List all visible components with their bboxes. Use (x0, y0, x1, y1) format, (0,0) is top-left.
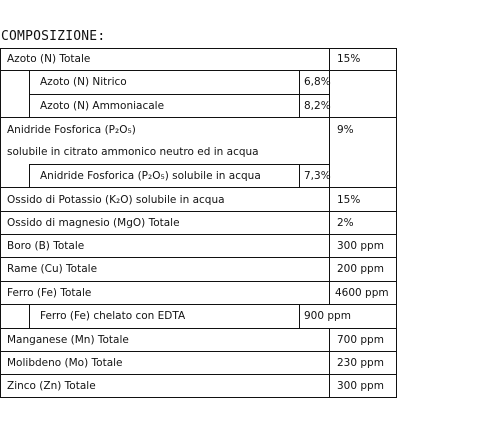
table-rule (0, 281, 397, 282)
table-rule (0, 257, 397, 258)
table-cell-value: 7,3% (304, 170, 331, 182)
table-cell-value: 8,2% (304, 100, 331, 112)
table-rule (0, 374, 397, 375)
table-cell-label: Azoto (N) Nitrico (40, 76, 127, 88)
table-cell-label: Azoto (N) Ammoniacale (40, 100, 165, 112)
table-cell-value: 15% (337, 53, 361, 65)
table-rule (29, 164, 330, 165)
table-cell-value: 2% (337, 217, 354, 229)
table-cell-label: Ossido di Potassio (K₂O) solubile in acqua (7, 194, 225, 206)
table-cell-label: Anidride Fosforica (P₂O₅) (7, 124, 136, 136)
table-cell-label: Boro (B) Totale (7, 240, 85, 252)
table-rule (0, 187, 397, 188)
table-cell-label: Azoto (N) Totale (7, 53, 91, 65)
table-rule (329, 117, 330, 305)
table-rule (396, 48, 397, 398)
table-rule (0, 234, 397, 235)
table-rule (29, 94, 330, 95)
table-rule (29, 164, 30, 188)
table-cell-label: solubile in citrato ammonico neutro ed in acqua (7, 146, 259, 158)
table-cell-value: 300 ppm (337, 380, 384, 392)
table-rule (0, 397, 397, 398)
table-rule (329, 48, 330, 71)
table-rule (0, 70, 397, 71)
table-cell-value: 900 ppm (304, 310, 351, 322)
table-cell-label: Molibdeno (Mo) Totale (7, 357, 123, 369)
table-cell-value: 230 ppm (337, 357, 384, 369)
table-cell-value: 700 ppm (337, 334, 384, 346)
table-rule (0, 328, 397, 329)
table-cell-label: Ossido di magnesio (MgO) Totale (7, 217, 180, 229)
composition-heading: COMPOSIZIONE: (1, 29, 106, 44)
table-cell-label: Anidride Fosforica (P₂O₅) solubile in acqua (40, 170, 261, 182)
composition-table (0, 48, 397, 398)
table-cell-value: 300 ppm (337, 240, 384, 252)
table-cell-label: Ferro (Fe) chelato con EDTA (40, 310, 186, 322)
table-rule (0, 304, 397, 305)
table-rule (299, 164, 300, 188)
table-cell-label: Manganese (Mn) Totale (7, 334, 129, 346)
table-rule (29, 70, 30, 118)
table-rule (299, 70, 300, 118)
table-cell-value: 9% (337, 124, 354, 136)
table-cell-value: 6,8% (304, 76, 331, 88)
table-rule (0, 48, 1, 398)
table-rule (29, 304, 30, 328)
table-cell-label: Zinco (Zn) Totale (7, 380, 96, 392)
table-cell-label: Ferro (Fe) Totale (7, 287, 92, 299)
table-cell-value: 4600 ppm (335, 287, 389, 299)
table-cell-label: Rame (Cu) Totale (7, 263, 98, 275)
table-rule (0, 48, 397, 49)
table-rule (0, 211, 397, 212)
table-rule (329, 328, 330, 398)
table-cell-value: 15% (337, 194, 361, 206)
table-rule (0, 351, 397, 352)
table-rule (299, 304, 300, 328)
table-cell-value: 200 ppm (337, 263, 384, 275)
table-rule (0, 117, 397, 118)
